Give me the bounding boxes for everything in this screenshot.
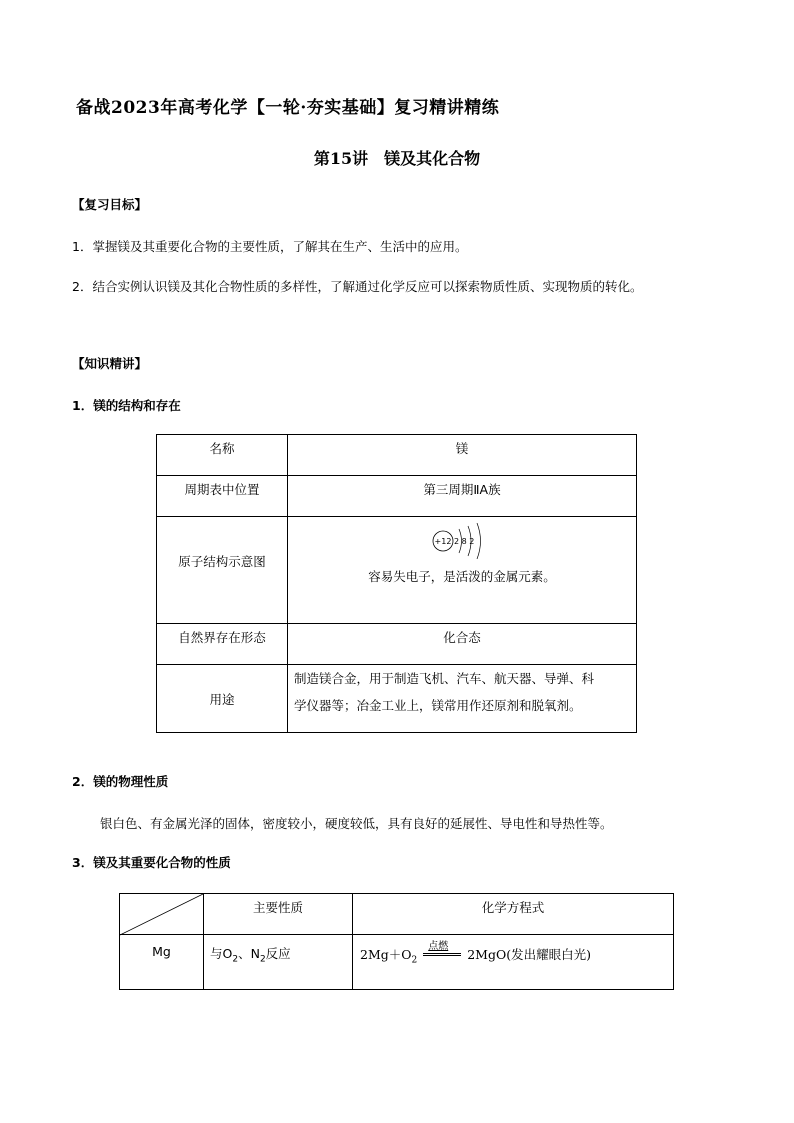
row-value: 镁 [455, 441, 469, 456]
row-name-label: 周期表中位置 [184, 482, 260, 497]
magnesium-structure-table [156, 434, 637, 733]
nucleus-label: +12 [434, 537, 452, 546]
property-text: 与O [210, 946, 233, 961]
document-title: 备战2023年高考化学【一轮·夯实基础】复习精讲精练 [76, 98, 500, 118]
table-row [157, 435, 637, 476]
physical-properties-text: 银白色、有金属光泽的固体，密度较小，硬度较低，具有良好的延展性、导电性和导热性等。 [100, 816, 613, 831]
knowledge-tag: 【知识精讲】 [72, 356, 148, 371]
goal-1: 1．掌握镁及其重要化合物的主要性质，了解其在生产、生活中的应用。 [72, 239, 468, 254]
subject-mg: Mg [152, 944, 171, 959]
row-name-label: 原子结构示意图 [178, 554, 266, 569]
heading-structure: 1．镁的结构和存在 [72, 398, 181, 413]
table-row [157, 665, 637, 733]
row-value-line-2: 学仪器等；冶金工业上，镁常用作还原剂和脱氧剂。 [294, 698, 582, 713]
reaction-arrow [423, 941, 461, 959]
properties-table [119, 893, 674, 990]
diagonal-header-cell [120, 894, 204, 935]
subscript: 2 [232, 954, 239, 965]
column-header-equation: 化学方程式 [481, 900, 545, 915]
table-row [157, 517, 637, 624]
lesson-title: 第15讲 镁及其化合物 [313, 149, 481, 168]
property-text: 、N [238, 946, 260, 961]
electron-shell-3 [477, 523, 481, 559]
property-reaction [204, 935, 352, 965]
row-value: 容易失电子，是活泼的金属元素。 [368, 569, 556, 584]
row-name-label: 用途 [209, 691, 235, 707]
equation-left: 2Mg＋O [360, 947, 412, 962]
reaction-condition: 点燃 [428, 941, 449, 952]
heading-properties: 3．镁及其重要化合物的性质 [72, 855, 231, 870]
row-name-label: 名称 [209, 441, 235, 456]
chemical-equation [353, 935, 673, 966]
row-value: 第三周期ⅡA族 [423, 482, 501, 497]
table-row [157, 624, 637, 665]
atom-structure-diagram [431, 523, 501, 559]
review-goals-tag: 【复习目标】 [72, 197, 148, 212]
row-value-line-1: 制造镁合金，用于制造飞机、汽车、航天器、导弹、科 [294, 671, 595, 686]
row-name-label: 自然界存在形态 [178, 630, 266, 645]
row-value: 化合态 [443, 630, 481, 645]
table-row [157, 476, 637, 517]
electron-counts: 2 8 2 [454, 537, 475, 546]
goal-2: 2．结合实例认识镁及其化合物性质的多样性，了解通过化学反应可以探索物质性质、实现物质的转化。 [72, 279, 643, 294]
column-header-properties: 主要性质 [252, 900, 303, 915]
subscript: 2 [411, 955, 418, 966]
subscript: 2 [259, 954, 266, 965]
heading-physical: 2．镁的物理性质 [72, 774, 169, 789]
diagonal-line [120, 894, 204, 936]
equation-right: 2MgO(发出耀眼白光) [467, 947, 591, 962]
property-text: 反应 [265, 946, 291, 961]
table-row [120, 935, 674, 990]
table-header-row [120, 894, 674, 935]
